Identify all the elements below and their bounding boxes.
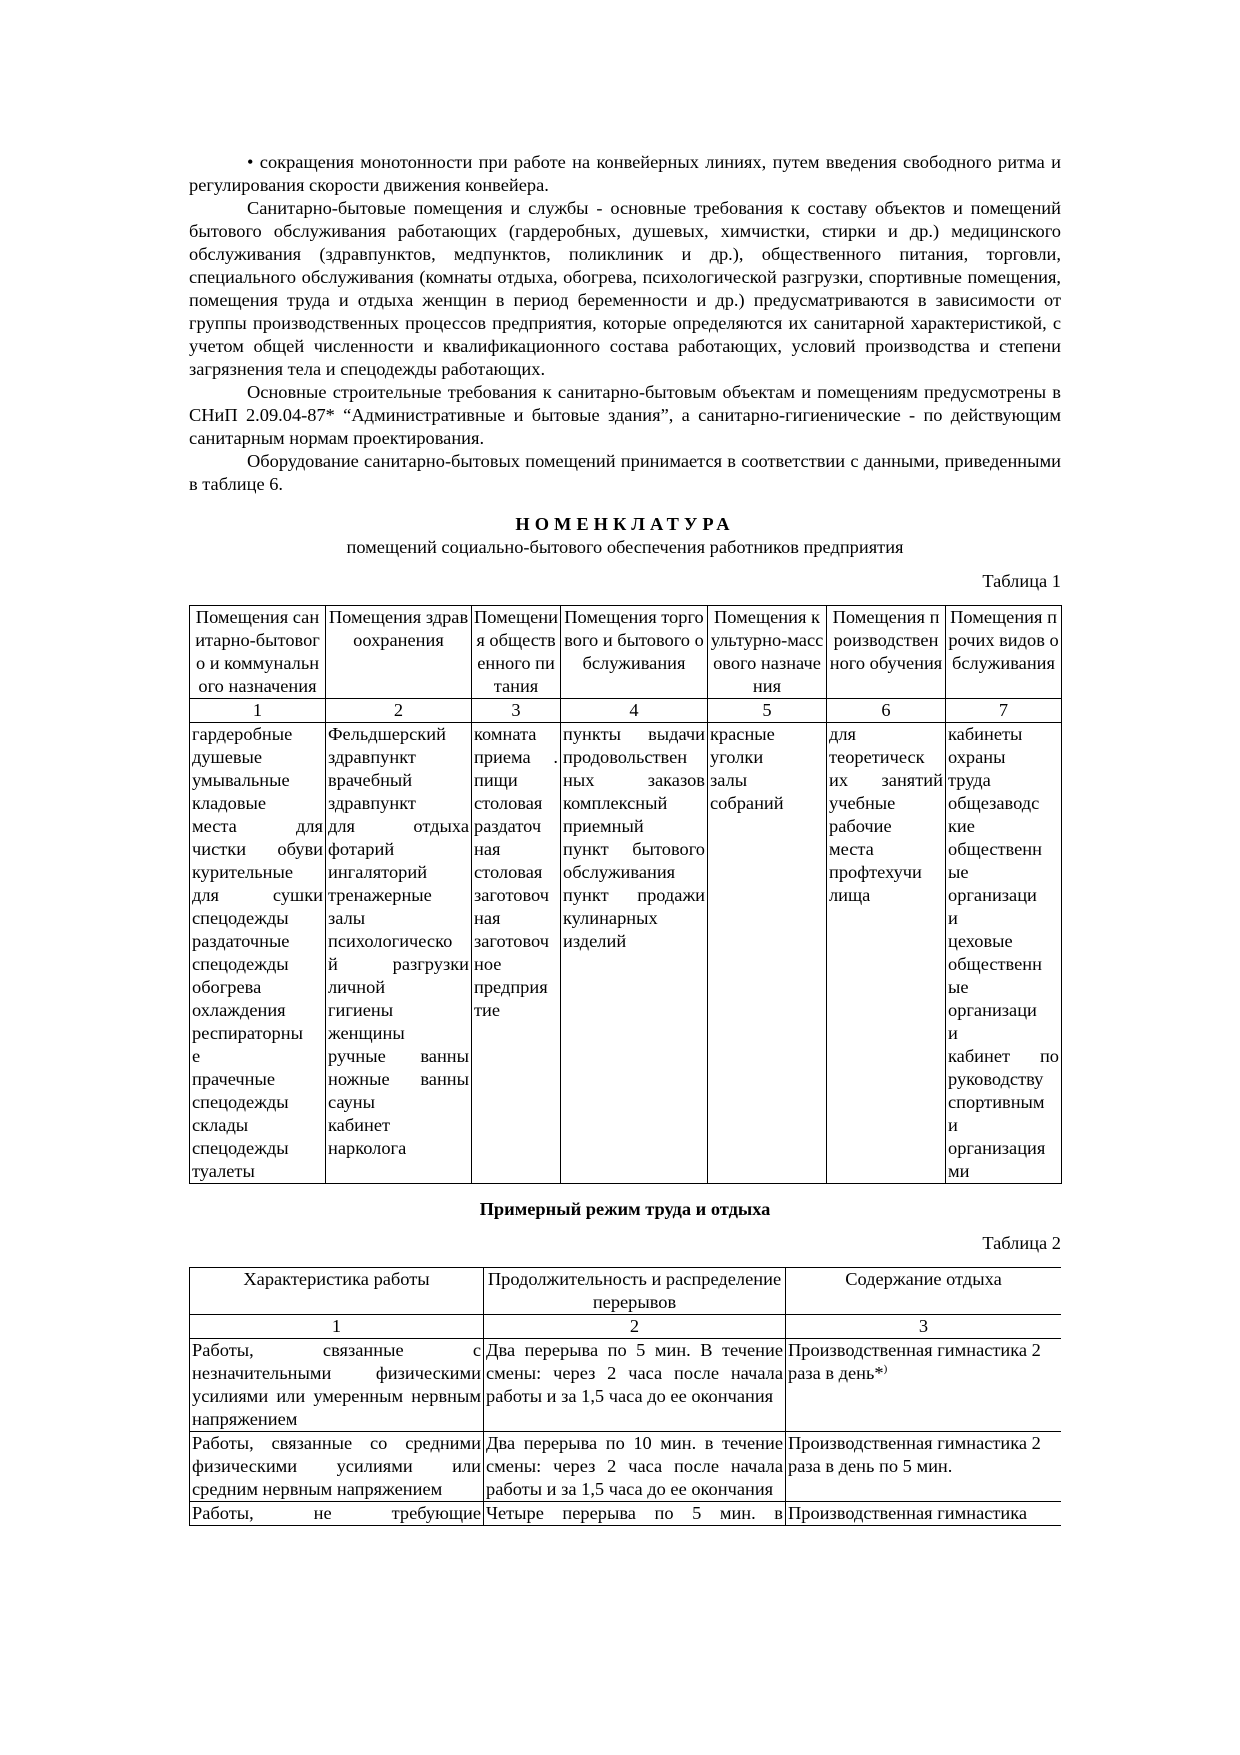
- cell-line: приема .: [474, 747, 558, 767]
- cell-line: пункты выдачи: [563, 724, 705, 744]
- cell-line: и: [948, 1023, 958, 1043]
- nomenclature-table: [189, 605, 1062, 1184]
- cell-line: залы: [328, 908, 366, 928]
- cell-text: Производственная гимнастика 2 раза в день*: [788, 1340, 1041, 1383]
- table-cell: [190, 1339, 484, 1432]
- cell-line: ное: [474, 954, 502, 974]
- cell-line: лища: [829, 885, 871, 905]
- cell-line: профтехучи: [829, 862, 922, 882]
- cell-line: общественн: [948, 954, 1042, 974]
- cell-line: места: [829, 839, 874, 859]
- cell-line: гигиены: [328, 1000, 394, 1020]
- cell-text: Работы, не требующие: [192, 1503, 481, 1523]
- cell-line: пункт продажи: [563, 885, 705, 905]
- column-number: 4: [561, 699, 708, 723]
- cell-line: и: [948, 1115, 958, 1135]
- table1-label: Таблица 1: [982, 571, 1061, 591]
- column-number: 2: [326, 699, 472, 723]
- column-number: 3: [786, 1315, 1062, 1339]
- table-cell: [326, 723, 472, 1184]
- cell-line: кие: [948, 816, 975, 836]
- cell-line: психологическо: [328, 931, 453, 951]
- cell-text: Работы, связанные со средними физическими усилиями или средним нервным напряжением: [192, 1433, 481, 1499]
- cell-line: ная: [474, 839, 501, 859]
- table2-container: [189, 1267, 1061, 1552]
- column-number: 1: [190, 1315, 484, 1339]
- cell-line: ножные ванны: [328, 1069, 469, 1089]
- cell-line: ручные ванны: [328, 1046, 469, 1066]
- cell-line: прачечные: [192, 1069, 276, 1089]
- table-cell: [946, 723, 1062, 1184]
- cell-line: уголки: [710, 747, 764, 767]
- cell-text: Четыре перерыва по 5 мин. в: [486, 1503, 783, 1523]
- cell-line: чистки обуви: [192, 839, 323, 859]
- cell-line: залы: [710, 770, 748, 790]
- cell-text: Производственная гимнастика 2 раза в день по 5 мин.: [788, 1433, 1041, 1476]
- cell-line: труда: [948, 770, 991, 790]
- cell-line: женщины: [328, 1023, 405, 1043]
- table-cell: [708, 723, 827, 1184]
- column-number: 5: [708, 699, 827, 723]
- column-number: 1: [190, 699, 326, 723]
- work-rest-table: [189, 1267, 1061, 1526]
- cell-line: учебные: [829, 793, 896, 813]
- cell-line: й разгрузки: [328, 954, 469, 974]
- cell-line: места для: [192, 816, 323, 836]
- cell-line: столовая: [474, 793, 543, 813]
- cell-line: собраний: [710, 793, 784, 813]
- table-cell: [484, 1502, 786, 1526]
- cell-text: Производственная гимнастика: [788, 1503, 1028, 1523]
- cell-line: кабинет по: [948, 1046, 1059, 1066]
- column-number: 7: [946, 699, 1062, 723]
- cell-line: спортивным: [948, 1092, 1045, 1112]
- table-cell: [190, 1502, 484, 1526]
- table-header-cell: Помещения общественного питания: [472, 606, 561, 699]
- cell-line: ые: [948, 862, 969, 882]
- table-header-cell: Помещения торгового и бытового обслуживания: [561, 606, 708, 699]
- cell-line: тие: [474, 1000, 501, 1020]
- cell-line: комната: [474, 724, 537, 744]
- cell-line: продовольствен: [563, 747, 688, 767]
- cell-text: Два перерыва по 5 мин. В течение смены: через 2 часа после начала работы и за 1,5 часа до ее окончания: [486, 1340, 783, 1406]
- table-body-row: [190, 723, 1062, 1184]
- table-cell: [827, 723, 946, 1184]
- cell-line: умывальные: [192, 770, 290, 790]
- table-cell: [484, 1432, 786, 1502]
- table-cell: [786, 1502, 1062, 1526]
- cell-line: их занятий: [829, 770, 943, 790]
- cell-line: организаци: [948, 1000, 1037, 1020]
- cell-line: здравпункт: [328, 747, 416, 767]
- cell-line: е: [192, 1046, 201, 1066]
- cell-line: рабочие: [829, 816, 892, 836]
- cell-line: курительные: [192, 862, 294, 882]
- cell-line: обслуживания: [563, 862, 676, 882]
- cell-line: врачебный: [328, 770, 413, 790]
- column-number: 2: [484, 1315, 786, 1339]
- cell-line: тренажерные: [328, 885, 432, 905]
- cell-line: ые: [948, 977, 969, 997]
- table-header-cell: Помещения культурно-массового назначения: [708, 606, 827, 699]
- cell-line: цеховые: [948, 931, 1013, 951]
- table-header-cell: Продолжительность и распределение перерывов: [484, 1268, 786, 1315]
- cell-line: гардеробные: [192, 724, 293, 744]
- table-row: [190, 1339, 1062, 1432]
- column-number: 6: [827, 699, 946, 723]
- cell-line: склады: [192, 1115, 249, 1135]
- cell-line: сауны: [328, 1092, 376, 1112]
- cell-line: общезаводс: [948, 793, 1040, 813]
- column-number: 3: [472, 699, 561, 723]
- cell-line: душевые: [192, 747, 263, 767]
- paragraph: Санитарно-бытовые помещения и службы - основные требования к составу объектов и помещений бытового обслуживания работающих (гардеробных, душевых, химчистки, стирки и др.) медицинского обслуживания (здравпунктов, медпунктов, поликлиник и др.), общественного питания, торговли, специального обслуживания (комнаты отдыха, обогрева, психологической разгрузки, спортивные помещения, помещения труда и отдыха женщин в период беременности и др.) предусматриваются в зависимости от группы производственных процессов предприятия, которые определяются их санитарной характеристикой, с учетом общей численности и квалификационного состава работающих, условий производства и степени загрязнения тела и спецодежды работающих.: [189, 198, 1061, 379]
- table-cell: [472, 723, 561, 1184]
- table-row: [190, 1502, 1062, 1526]
- cell-line: пищи: [474, 770, 518, 790]
- cell-text: Два перерыва по 10 мин. в течение смены: через 2 часа после начала работы и за 1,5 часа до ее окончания: [486, 1433, 783, 1499]
- table-header-cell: Помещения производственного обучения: [827, 606, 946, 699]
- cell-line: для отдыха: [328, 816, 469, 836]
- cell-line: спецодежды: [192, 954, 289, 974]
- table-number-row: [190, 699, 1062, 723]
- cell-line: кабинеты: [948, 724, 1023, 744]
- paragraph: Оборудование санитарно-бытовых помещений принимается в соответствии с данными, приведенными в таблице 6.: [189, 451, 1061, 494]
- cell-line: для: [829, 724, 856, 744]
- table-cell: [190, 723, 326, 1184]
- cell-line: комплексный: [563, 793, 668, 813]
- table-row: [190, 1432, 1062, 1502]
- cell-line: личной: [328, 977, 386, 997]
- table-header-cell: Характеристика работы: [190, 1268, 484, 1315]
- cell-line: ных заказов: [563, 770, 705, 790]
- cell-line: кулинарных: [563, 908, 658, 928]
- cell-line: ми: [948, 1161, 970, 1181]
- cell-line: раздаточ: [474, 816, 542, 836]
- cell-line: теоретическ: [829, 747, 925, 767]
- cell-line: организация: [948, 1138, 1046, 1158]
- paragraph: • сокращения монотонности при работе на конвейерных линиях, путем введения свободного ритма и регулирования скорости движения конвейера.: [189, 152, 1061, 195]
- table-cell: [484, 1339, 786, 1432]
- table-header-cell: Помещения здравоохранения: [326, 606, 472, 699]
- cell-line: туалеты: [192, 1161, 255, 1181]
- cell-line: организаци: [948, 885, 1037, 905]
- cell-line: заготовоч: [474, 931, 549, 951]
- cell-line: пункт бытового: [563, 839, 705, 859]
- footnote-mark: ): [883, 1362, 888, 1375]
- cell-line: общественн: [948, 839, 1042, 859]
- cell-line: здравпункт: [328, 793, 416, 813]
- table2-label: Таблица 2: [982, 1233, 1061, 1253]
- cell-line: охлаждения: [192, 1000, 286, 1020]
- table-header-row: [190, 1268, 1062, 1315]
- cell-line: изделий: [563, 931, 627, 951]
- page-content: [189, 151, 1061, 1552]
- cell-line: нарколога: [328, 1138, 407, 1158]
- table1-subtitle: помещений социально-бытового обеспечения работников предприятия: [346, 537, 904, 557]
- cell-line: красные: [710, 724, 775, 744]
- cell-line: заготовоч: [474, 885, 549, 905]
- table2-title: Примерный режим труда и отдыха: [479, 1199, 771, 1219]
- cell-line: раздаточные: [192, 931, 290, 951]
- table-cell: [190, 1432, 484, 1502]
- cell-line: и: [948, 908, 958, 928]
- cell-line: обогрева: [192, 977, 262, 997]
- cell-line: кладовые: [192, 793, 267, 813]
- cell-line: ингаляторий: [328, 862, 428, 882]
- table-cell: [786, 1339, 1062, 1432]
- cell-line: спецодежды: [192, 1138, 289, 1158]
- cell-text: Работы, связанные с незначительными физическими усилиями или умеренным нервным напряжением: [192, 1340, 481, 1429]
- cell-line: столовая: [474, 862, 543, 882]
- cell-line: кабинет: [328, 1115, 391, 1135]
- table-header-cell: Помещения прочих видов обслуживания: [946, 606, 1062, 699]
- table1-title: НОМЕНКЛАТУРА: [515, 514, 735, 534]
- cell-line: ная: [474, 908, 501, 928]
- cell-line: для сушки: [192, 885, 323, 905]
- cell-line: охраны: [948, 747, 1006, 767]
- cell-line: приемный: [563, 816, 644, 836]
- table-cell: [561, 723, 708, 1184]
- table-number-row: [190, 1315, 1062, 1339]
- table-header-cell: Помещения санитарно-бытового и коммунального назначения: [190, 606, 326, 699]
- cell-line: фотарий: [328, 839, 395, 859]
- cell-line: Фельдшерский: [328, 724, 446, 744]
- paragraph: Основные строительные требования к санитарно-бытовым объектам и помещениям предусмотрены в СНиП 2.09.04-87* “Административные и бытовые здания”, а санитарно-гигиенические - по действующим санитарным нормам проектирования.: [189, 382, 1061, 448]
- cell-line: респираторны: [192, 1023, 303, 1043]
- cell-line: руководству: [948, 1069, 1044, 1089]
- cell-line: спецодежды: [192, 1092, 289, 1112]
- cell-line: спецодежды: [192, 908, 289, 928]
- table-header-row: [190, 606, 1062, 699]
- table-cell: [786, 1432, 1062, 1502]
- cell-line: предприя: [474, 977, 548, 997]
- table-header-cell: Содержание отдыха: [786, 1268, 1062, 1315]
